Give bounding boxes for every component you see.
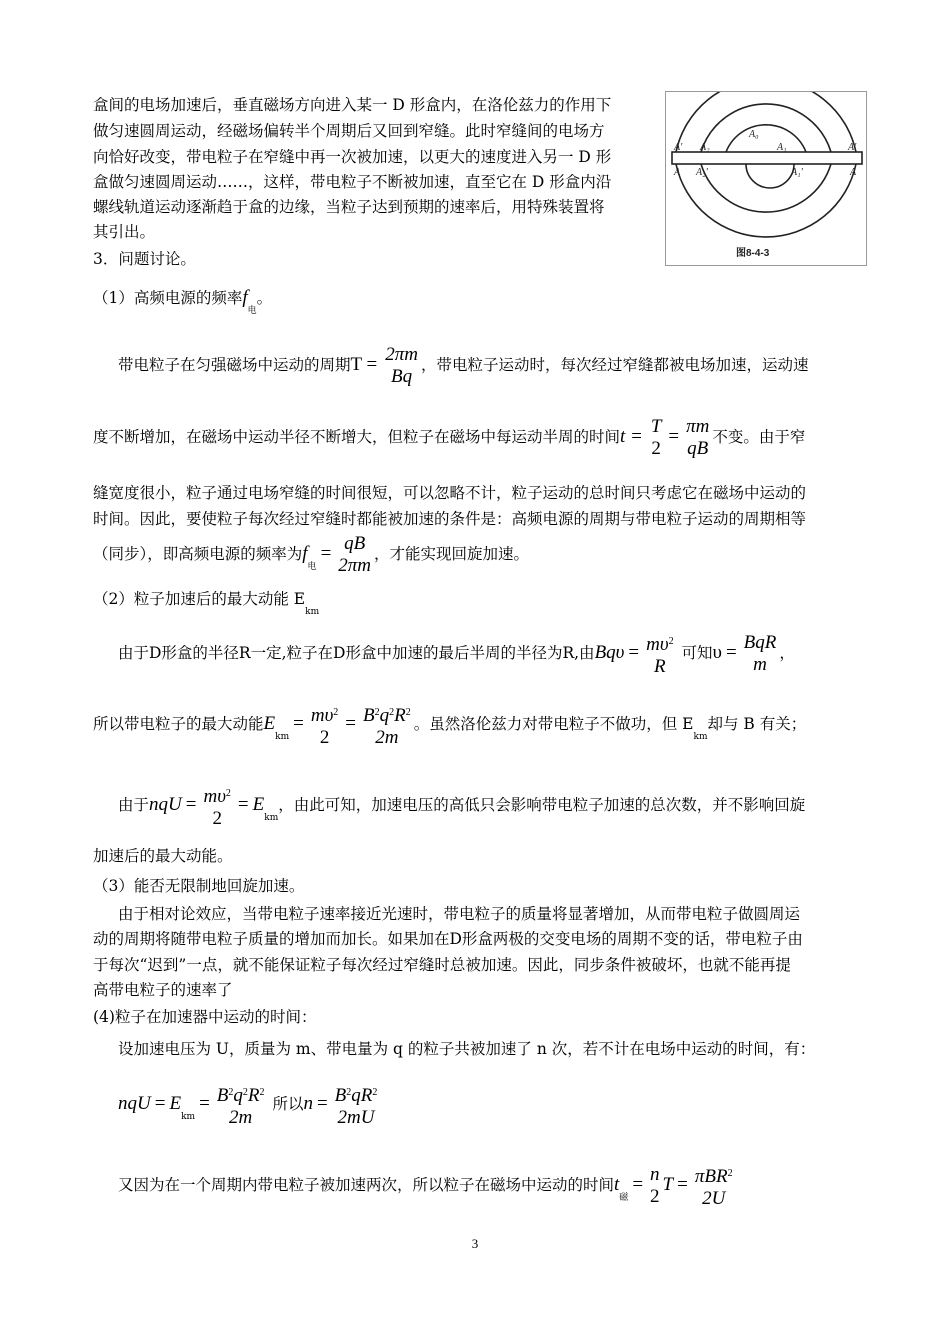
sub1-line1	[118, 341, 808, 389]
sub1-heading-end: 。	[256, 289, 273, 307]
sub2-heading-text: （2）粒子加速后的最大动能 E	[93, 590, 306, 608]
sub1-p1a: 带电粒子在匀强磁场中运动的周期	[118, 356, 351, 374]
para1-line4: 盒做匀速圆周运动……，这样，带电粒子不断被加速，直至它在 D 形盒内沿	[93, 173, 612, 191]
gap-strip	[672, 152, 862, 164]
sub1-p2b: 不变。由于窄	[712, 428, 806, 446]
sub1-p5-f: f	[302, 543, 308, 564]
inner-arc-bottom	[746, 164, 794, 188]
sub1-f-sub: 电	[247, 306, 257, 316]
inner-arc-top	[726, 125, 806, 152]
t-fraction: n 2	[650, 1164, 660, 1207]
sub1-line4: 时间。因此，要使粒子每次经过窄缝时都能被加速的条件是：高频电源的周期与带电粒子运动的周期相等	[93, 510, 807, 528]
half-time-fraction: πm qB	[686, 416, 710, 459]
ke-fraction-2: $B^2q^2R^2$ 2m	[363, 704, 411, 748]
label-a2: A₂	[700, 142, 710, 153]
centripetal-fraction: $m\upsilon^2$ R	[646, 633, 674, 677]
label-ap-left: A'	[674, 142, 683, 153]
label-a-left: A	[674, 167, 681, 178]
para1-line3: 向恰好改变，带电粒子在窄缝中再一次被加速，以更大的速度进入另一 D 形	[93, 148, 612, 166]
ke-fraction-1: $m\upsilon^2$ 2	[310, 704, 339, 748]
sub3-heading: （3）能否无限制地回旋加速。	[93, 877, 305, 895]
sub4-heading: (4)粒子在加速器中运动的时间：	[93, 1008, 317, 1026]
label-a1: A₁	[777, 142, 787, 153]
para1-line5: 螺线轨道运动逐渐趋于盒的边缘，当粒子达到预期的速率后，用特殊装置将	[93, 198, 605, 216]
label-a1p: A₁'	[791, 167, 803, 178]
para1-line2: 做匀速圆周运动，经磁场偏转半个周期后又回到窄缝。此时窄缝间的电场方	[93, 122, 605, 140]
cyclotron-figure	[665, 91, 867, 266]
label-ap-right: A'	[848, 142, 857, 153]
sub2-line4: 加速后的最大动能。	[93, 847, 233, 865]
energy-fraction: $m\upsilon^2$ 2	[203, 785, 231, 829]
sub1-p2a: 度不断增加，在磁场中运动半径不断增大，但粒子在磁场中每运动半周的时间	[93, 428, 621, 446]
sub4-equation: nqU = $E_{km}=$ $B^2q^2R^2$ 2m 所以n = $B^2qR^2$ 2mU	[118, 1080, 380, 1141]
sub3-line3: 于每次“迟到”一点，就不能保证粒子每次经过窄缝时总被加速。因此，同步条件被破坏，也就不能再提	[93, 956, 791, 974]
cyclotron-diagram	[666, 92, 866, 265]
sub2-line2: 所以带电粒子的最大动能$E_{km}=$ $m\upsilon^2$ 2 = $B^2q^2R^2$ 2m 。虽然洛伦兹力对带电粒子不做功，但 $E_{km}$却与 B 有关；	[93, 700, 806, 761]
sub2-line3: 由于nqU = $m\upsilon^2$ 2 = $E_{km}$，由此可知，加速电压的高低只会影响带电粒子加速的总次数，并不影响回旋	[118, 781, 805, 842]
half-period-fraction: T 2	[650, 416, 662, 459]
section3-heading: 3．问题讨论。	[93, 250, 196, 268]
period-fraction: 2πm Bq	[385, 344, 418, 387]
frequency-fraction: qB 2πm	[338, 533, 372, 576]
sub1-T: T =	[350, 354, 378, 375]
sub1-line3: 缝宽度很小，粒子通过电场窄缝的时间很短，可以忽略不计，粒子运动的总时间只考虑它在磁场中运动的	[93, 484, 807, 502]
middle-arc-top	[701, 104, 831, 152]
figure-caption: 图8-4-3	[736, 248, 770, 259]
sub1-line5: （同步），即高频电源的频率为$f_电=$ qB 2πm ，才能实现回旋加速。	[93, 533, 530, 576]
label-a-right: A	[850, 167, 857, 178]
sub3-line1: 由于相对论效应，当带电粒子速率接近光速时，带电粒子的质量将显著增加，从而带电粒子做圆周运	[118, 905, 801, 923]
page-number: 3	[471, 1236, 479, 1251]
sub2-p1a: 由于D形盒的半径R一定,粒子在D形盒中加速的最后半周的半径为R,由	[118, 644, 595, 662]
velocity-fraction: BqR m	[743, 632, 777, 675]
sub2-heading: （2）粒子加速后的最大动能 $E_{km}$	[93, 590, 320, 617]
label-a2p: A₂'	[696, 167, 708, 178]
label-a0: A₀	[749, 129, 759, 140]
para1-line6: 其引出。	[93, 223, 156, 241]
sub2-line1: 由于D形盒的半径R一定,粒子在D形盒中加速的最后半周的半径为R,由Bqυ = $m\upsilon^2$ R 可知υ = BqR m ，	[118, 632, 795, 677]
sub1-line2: 度不断增加，在磁场中运动半径不断增大，但粒子在磁场中每运动半周的时间t = T 2 = πm qB 不变。由于窄	[93, 416, 806, 459]
t-result-fraction: πBR$^2$ 2U	[694, 1165, 733, 1209]
sub1-heading-text: （1）高频电源的频率	[93, 289, 243, 307]
sub1-heading	[93, 288, 272, 321]
para1-line1: 盒间的电场加速后，垂直磁场方向进入某一 D 形盒内，在洛伦兹力的作用下	[93, 96, 612, 114]
n-energy-fraction: $B^2q^2R^2$ 2m	[216, 1084, 265, 1128]
sub1-p5b: ，才能实现回旋加速。	[374, 545, 530, 563]
sub1-p1b: ，带电粒子运动时，每次经过窄缝都被电场加速，运动速	[420, 356, 809, 374]
sub4-line1: 设加速电压为 U，质量为 m、带电量为 q 的粒子共被加速了 n 次，若不计在电场中运动的时间，有：	[118, 1040, 816, 1058]
sub4-line2: 又因为在一个周期内带电粒子被加速两次，所以粒子在磁场中运动的时间$t_磁=$ n 2 T = πBR$^2$ 2U	[118, 1164, 733, 1209]
sub3-line4: 高带电粒子的速率了	[93, 981, 233, 999]
sub3-line2: 动的周期将随带电粒子质量的增加而加长。如果加在D形盒两极的交变电场的周期不变的话，带电粒子由	[93, 930, 803, 948]
sub1-f: f	[242, 287, 248, 308]
n-fraction: $B^2qR^2$ 2mU	[334, 1084, 378, 1128]
sub1-t: t =	[620, 426, 643, 447]
sub1-p5a: （同步），即高频电源的频率为	[93, 545, 303, 563]
